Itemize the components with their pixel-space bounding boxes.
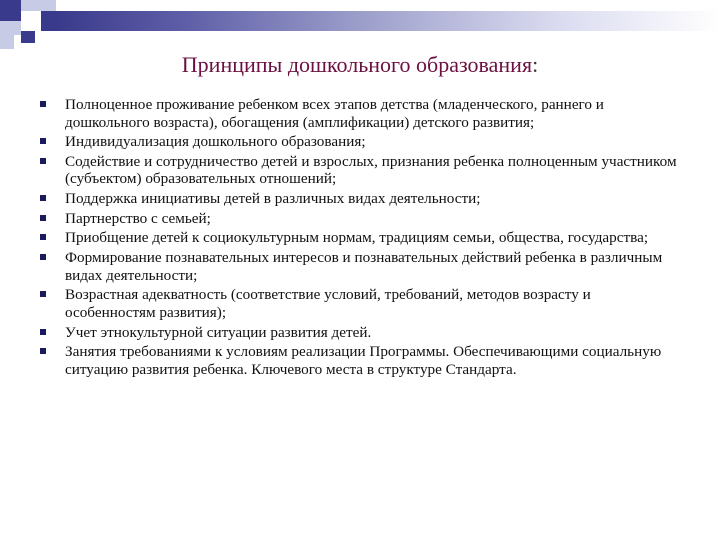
principles-list: [34, 96, 684, 380]
list-item-text: Занятия требованиями к условиям реализации Программы. Обеспечивающими социальную ситуацию развития ребенка. Ключевого места в структуре Стандарта.: [65, 343, 662, 378]
list-item-text: Содействие и сотрудничество детей и взрослых, признания ребенка полноценным участником (субъектом) образовательных отношений;: [65, 152, 677, 188]
square-bullet-icon: [40, 138, 46, 144]
square-bullet-icon: [40, 234, 46, 240]
list-item: [34, 210, 684, 228]
list-item: [34, 286, 684, 321]
square-bullet-icon: [40, 195, 46, 201]
list-item-text: Учет этнокультурной ситуации развития детей.: [65, 323, 372, 341]
square-bullet-icon: [40, 254, 46, 260]
corner-square-decoration: [35, 0, 56, 11]
list-item-text: Полноценное проживание ребенком всех этапов детства (младенческого, раннего и дошкольного возраста), обогащения (амплификации) детского развития;: [65, 96, 604, 131]
slide-title: [0, 52, 720, 78]
list-item: [34, 96, 684, 131]
slide-title-colon: :: [532, 52, 539, 77]
corner-square-decoration: [0, 35, 14, 49]
list-item-text: Возрастная адекватность (соответствие условий, требований, методов возрасту и особенностям развития);: [65, 286, 591, 321]
list-item: [34, 229, 684, 247]
square-bullet-icon: [40, 158, 46, 164]
corner-square-decoration: [0, 21, 21, 35]
corner-square-decoration: [21, 0, 35, 11]
square-bullet-icon: [40, 348, 46, 354]
list-item: [34, 324, 684, 342]
list-item: [34, 343, 684, 378]
list-item-text: Индивидуализация дошкольного образования;: [65, 133, 366, 151]
corner-square-decoration: [21, 31, 35, 43]
square-bullet-icon: [40, 101, 46, 107]
square-bullet-icon: [40, 215, 46, 221]
list-item-text: Поддержка инициативы детей в различных видах деятельности;: [65, 190, 481, 208]
list-item: [34, 133, 684, 151]
list-item-text: Партнерство с семьей;: [65, 209, 211, 227]
corner-square-decoration: [41, 11, 56, 31]
list-item-text: Формирование познавательных интересов и познавательных действий ребенка в различным видах деятельности;: [65, 249, 663, 284]
slide-title-text: Принципы дошкольного образования: [181, 52, 533, 77]
header-gradient-bar: [56, 11, 720, 31]
square-bullet-icon: [40, 329, 46, 335]
list-item: [34, 153, 684, 188]
list-item-text: Приобщение детей к социокультурным нормам, традициям семьи, общества, государства;: [65, 229, 649, 247]
corner-square-decoration: [0, 0, 21, 21]
list-item: [34, 190, 684, 208]
square-bullet-icon: [40, 291, 46, 297]
list-item: [34, 249, 684, 284]
